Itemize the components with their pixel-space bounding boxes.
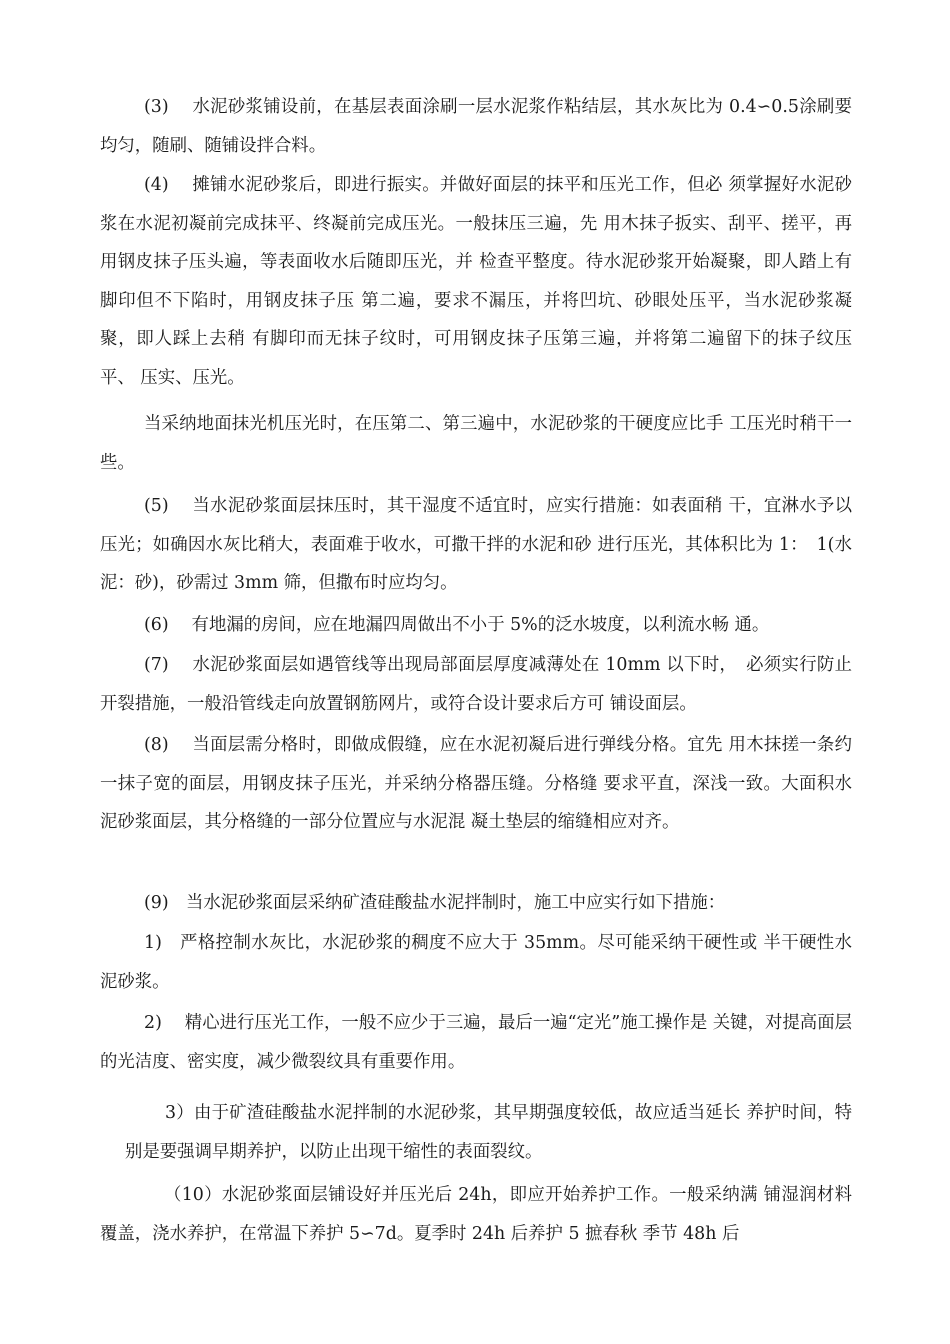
paragraph-9-1: 1) 严格控制水灰比，水泥砂浆的稠度不应大于 35mm。尽可能采纳干硬性或 半干硬性水泥砂浆。 [100, 933, 852, 992]
paragraph-9-2: 2) 精心进行压光工作，一般不应少于三遍，最后一遍“定光”施工操作是 关键，对提高面层的光洁度、密实度，减少微裂纹具有重要作用。 [100, 1013, 852, 1072]
paragraph-4-machine: 当采纳地面抹光机压光时，在压第二、第三遍中，水泥砂浆的干硬度应比手 工压光时稍干一些。 [100, 414, 852, 473]
paragraph-7: (7) 水泥砂浆面层如遇管线等出现局部面层厚度减薄处在 10mm 以下时， 必须实行防止开裂措施，一般沿管线走向放置钢筋网片，或符合设计要求后方可 铺设面层。 [100, 655, 852, 714]
paragraph-9-3: 3）由于矿渣硅酸盐水泥拌制的水泥砂浆，其早期强度较低，故应适当延长 养护时间，特别是要强调早期养护，以防止出现干缩性的表面裂纹。 [125, 1103, 852, 1162]
paragraph-6: (6) 有地漏的房间，应在地漏四周做出不小于 5%的泛水坡度，以利流水畅 通。 [144, 615, 770, 635]
paragraph-9: (9) 当水泥砂浆面层采纳矿渣硅酸盐水泥拌制时，施工中应实行如下措施： [144, 893, 726, 913]
paragraph-8: (8) 当面层需分格时，即做成假缝，应在水泥初凝后进行弹线分格。宜先 用木抹搓一条约一抹子宽的面层，用钢皮抹子压光，并采纳分格器压缝。分格缝 要求平直，深浅一致。大面积水泥砂浆面层，其分格缝的一部分位置应与水泥混 凝土垫层的缩缝相应对齐。 [100, 735, 852, 832]
paragraph-4: (4) 摊铺水泥砂浆后，即进行振实。并做好面层的抹平和压光工作，但必 须掌握好水泥砂浆在水泥初凝前完成抹平、终凝前完成压光。一般抹压三遍，先 用木抹子扳实、刮平、搓平，再用钢皮抹子压头遍，等表面收水后随即压光，并 检查平整度。待水泥砂浆开始凝聚，即人踏上有脚印但不下陷时，用钢皮抹子压 第二遍，要求不漏压，并将凹坑、砂眼处压平，当水泥砂浆凝聚，即人踩上去稍 有脚印而无抹子纹时，可用钢皮抹子压第三遍，并将第二遍留下的抹子纹压平、 压实、压光。 [100, 175, 852, 388]
paragraph-5: (5) 当水泥砂浆面层抹压时，其干湿度不适宜时，应实行措施：如表面稍 干，宜淋水予以压光；如确因水灰比稍大，表面难于收水，可撒干拌的水泥和砂 进行压光，其体积比为 1： 1(水泥：砂)，砂需过 3mm 筛，但撒布时应均匀。 [100, 496, 852, 593]
paragraph-3: (3) 水泥砂浆铺设前，在基层表面涂刷一层水泥浆作粘结层，其水灰比为 0.4∽0.5涂刷要均匀，随刷、随铺设拌合料。 [100, 97, 852, 156]
paragraph-10: （10）水泥砂浆面层铺设好并压光后 24h，即应开始养护工作。一般采纳满 铺湿润材料覆盖，浇水养护，在常温下养护 5∽7d。夏季时 24h 后养护 5 摭春秋 季节 48h 后 [100, 1185, 852, 1244]
